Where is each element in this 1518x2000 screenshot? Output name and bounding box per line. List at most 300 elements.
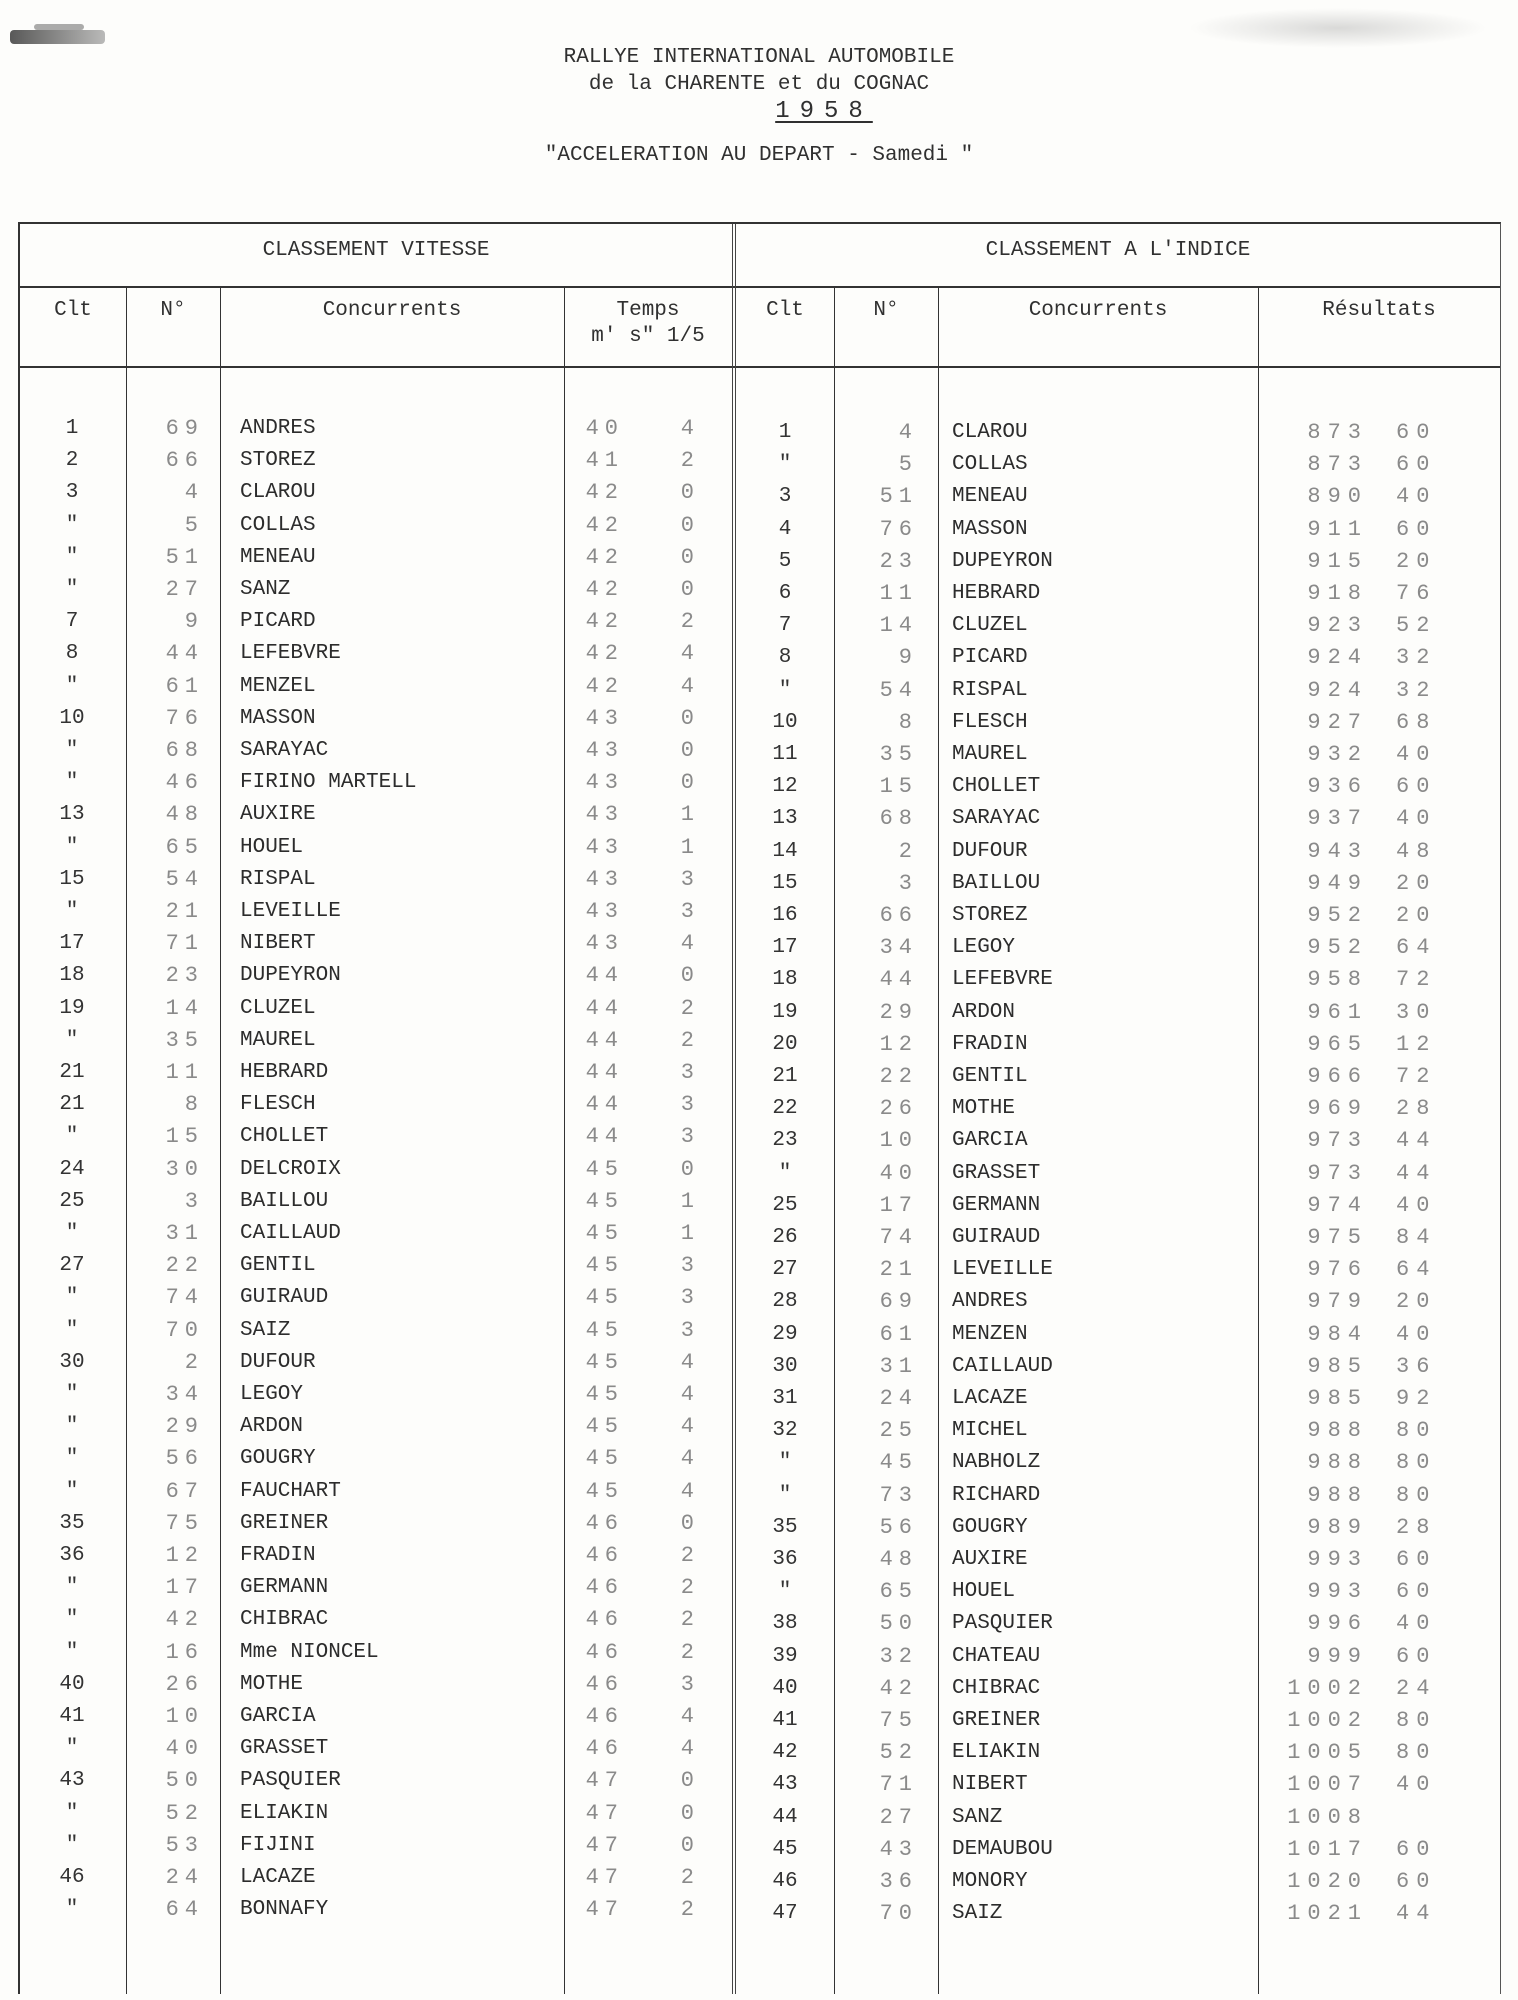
rank-cell: 32 <box>772 1419 798 1443</box>
competitor-name-cell: AUXIRE <box>240 803 316 827</box>
car-number-cell: 51 <box>165 544 204 570</box>
car-number-cell: 40 <box>879 1160 918 1186</box>
rank-cell: " <box>65 1737 79 1761</box>
result-index-cell: 949 <box>1307 870 1368 896</box>
right-table-row <box>0 1353 1518 1385</box>
time-seconds-cell: 45 <box>585 1446 624 1472</box>
right-table-row <box>0 1675 1518 1707</box>
right-table-row <box>0 483 1518 515</box>
car-number-cell: 9 <box>898 645 918 671</box>
rank-cell: " <box>778 1451 792 1475</box>
competitor-name-cell: DELCROIX <box>240 1157 341 1181</box>
result-decimal-cell: 12 <box>1396 1031 1437 1057</box>
time-seconds-cell: 44 <box>585 1124 624 1150</box>
car-number-cell: 52 <box>879 1740 918 1766</box>
result-index-cell: 993 <box>1307 1547 1368 1572</box>
rank-cell: 10 <box>772 710 798 734</box>
time-fifths-cell: 3 <box>680 1285 700 1311</box>
car-number-cell: 42 <box>165 1607 204 1633</box>
right-table-row <box>0 709 1518 741</box>
rank-cell: 36 <box>59 1544 85 1567</box>
time-fifths-cell: 0 <box>680 1510 700 1536</box>
competitor-name-cell: ELIAKIN <box>240 1801 329 1825</box>
time-fifths-cell: 2 <box>680 1027 700 1053</box>
competitor-name-cell: DUPEYRON <box>240 964 341 988</box>
right-table-row <box>0 1514 1518 1546</box>
time-seconds-cell: 42 <box>585 673 624 699</box>
competitor-name-cell: MENZEN <box>952 1322 1028 1346</box>
competitor-name-cell: LACAZE <box>240 1866 316 1889</box>
rank-cell: 17 <box>59 932 85 956</box>
rank-cell: " <box>778 453 792 477</box>
competitor-name-cell: CHATEAU <box>952 1644 1041 1668</box>
car-number-cell: 15 <box>165 1124 204 1150</box>
car-number-cell: 29 <box>165 1414 204 1440</box>
competitor-name-cell: MONORY <box>952 1870 1028 1893</box>
right-table-row <box>0 1256 1518 1288</box>
header-line-2: de la CHARENTE et du COGNAC <box>588 73 930 96</box>
time-seconds-cell: 43 <box>585 705 624 731</box>
competitor-name-cell: BAILLOU <box>952 871 1041 895</box>
competitor-name-cell: GREINER <box>240 1511 329 1535</box>
car-number-cell: 25 <box>879 1418 918 1444</box>
rank-cell: " <box>65 1028 79 1052</box>
competitor-name-cell: SARAYAC <box>240 739 329 762</box>
right-table-row <box>0 1192 1518 1224</box>
time-seconds-cell: 44 <box>585 995 624 1021</box>
result-decimal-cell: 40 <box>1396 1192 1437 1218</box>
time-fifths-cell: 2 <box>680 1865 700 1890</box>
car-number-cell: 46 <box>165 770 204 796</box>
left-col-name: Concurrents <box>322 299 462 322</box>
car-number-cell: 71 <box>165 931 204 957</box>
rank-cell: " <box>65 1222 79 1245</box>
car-number-cell: 73 <box>879 1482 918 1508</box>
competitor-name-cell: GENTIL <box>240 1254 316 1278</box>
paper-smudge <box>1188 8 1488 48</box>
time-seconds-cell: 47 <box>585 1800 624 1826</box>
time-fifths-cell: 2 <box>680 1897 700 1923</box>
rank-cell: " <box>65 900 79 923</box>
competitor-name-cell: FRADIN <box>240 1544 316 1567</box>
time-seconds-cell: 45 <box>585 1188 624 1214</box>
car-number-cell: 14 <box>165 995 204 1021</box>
result-decimal-cell: 60 <box>1396 1643 1437 1669</box>
time-seconds-cell: 43 <box>585 738 624 763</box>
car-number-cell: 4 <box>898 420 918 445</box>
right-table-row <box>0 580 1518 612</box>
time-seconds-cell: 45 <box>585 1478 624 1504</box>
competitor-name-cell: GREINER <box>952 1709 1041 1732</box>
right-table-row <box>0 1739 1518 1771</box>
result-index-cell: 924 <box>1307 677 1368 703</box>
result-index-cell: 958 <box>1307 967 1368 993</box>
competitor-name-cell: CHOLLET <box>240 1125 329 1149</box>
competitor-name-cell: COLLAS <box>952 453 1028 477</box>
competitor-name-cell: MENEAU <box>240 545 316 569</box>
rank-cell: 19 <box>772 1000 798 1024</box>
car-number-cell: 27 <box>165 577 204 602</box>
competitor-name-cell: GRASSET <box>240 1737 329 1761</box>
time-fifths-cell: 2 <box>680 1543 700 1568</box>
time-fifths-cell: 2 <box>680 609 700 635</box>
rank-cell: 27 <box>59 1254 85 1278</box>
result-index-cell: 937 <box>1307 806 1368 832</box>
result-index-cell: 999 <box>1307 1643 1368 1669</box>
time-fifths-cell: 4 <box>680 1736 700 1762</box>
result-index-cell: 966 <box>1307 1064 1368 1089</box>
rank-cell: 5 <box>778 549 792 573</box>
competitor-name-cell: HOUEL <box>240 835 304 859</box>
right-col-no: N° <box>873 299 899 322</box>
time-seconds-cell: 44 <box>585 1060 624 1085</box>
car-number-cell: 61 <box>165 673 204 699</box>
result-index-cell: 873 <box>1307 452 1368 478</box>
rank-cell: " <box>65 1447 79 1471</box>
car-number-cell: 10 <box>165 1704 204 1729</box>
result-index-cell: 1005 <box>1287 1740 1368 1766</box>
result-index-cell: 932 <box>1307 742 1368 767</box>
time-fifths-cell: 4 <box>680 1382 700 1407</box>
competitor-name-cell: MAUREL <box>240 1028 316 1052</box>
result-decimal-cell: 80 <box>1396 1740 1437 1766</box>
time-fifths-cell: 4 <box>680 673 700 699</box>
time-seconds-cell: 40 <box>585 416 624 441</box>
result-index-cell: 1020 <box>1287 1869 1368 1894</box>
rank-cell: 41 <box>772 1709 798 1732</box>
rank-cell: 18 <box>59 964 85 988</box>
time-seconds-cell: 46 <box>585 1510 624 1536</box>
rank-cell: " <box>65 739 79 762</box>
rank-cell: 30 <box>772 1354 798 1378</box>
result-decimal-cell: 60 <box>1396 1579 1437 1605</box>
rank-cell: " <box>65 1383 79 1406</box>
time-fifths-cell: 3 <box>680 1671 700 1697</box>
right-table-row <box>0 1127 1518 1159</box>
time-fifths-cell: 4 <box>680 641 700 667</box>
result-index-cell: 915 <box>1307 548 1368 574</box>
competitor-name-cell: MAUREL <box>952 743 1028 766</box>
car-number-cell: 32 <box>879 1643 918 1669</box>
competitor-name-cell: LEVEILLE <box>240 900 341 923</box>
rank-cell: 41 <box>59 1705 85 1728</box>
rank-cell: 4 <box>778 517 792 541</box>
rank-cell: 43 <box>772 1773 798 1797</box>
time-seconds-cell: 45 <box>585 1156 624 1182</box>
competitor-name-cell: ARDON <box>952 1000 1016 1024</box>
ink-mark-small <box>34 24 84 30</box>
right-table-row <box>0 1578 1518 1610</box>
car-number-cell: 11 <box>165 1060 204 1085</box>
rank-cell: 46 <box>772 1870 798 1893</box>
rank-cell: " <box>65 1608 79 1632</box>
right-table-row <box>0 1224 1518 1256</box>
rank-cell: 20 <box>772 1032 798 1056</box>
rank-cell: " <box>778 1483 792 1507</box>
time-seconds-cell: 46 <box>585 1639 624 1665</box>
right-table-row <box>0 1288 1518 1320</box>
result-decimal-cell: 48 <box>1396 838 1437 864</box>
result-index-cell: 976 <box>1307 1257 1368 1283</box>
result-index-cell: 1007 <box>1287 1772 1368 1798</box>
car-number-cell: 66 <box>879 903 918 928</box>
car-number-cell: 21 <box>165 899 204 924</box>
car-number-cell: 50 <box>879 1611 918 1637</box>
left-col-time <box>564 298 732 350</box>
competitor-name-cell: SARAYAC <box>952 807 1041 831</box>
rank-cell: 14 <box>772 839 798 863</box>
rank-cell: " <box>65 513 79 537</box>
left-col-clt: Clt <box>54 299 92 322</box>
car-number-cell: 34 <box>879 935 918 961</box>
car-number-cell: 44 <box>879 967 918 993</box>
result-index-cell: 988 <box>1307 1450 1368 1476</box>
time-seconds-cell: 44 <box>585 1092 624 1118</box>
car-number-cell: 24 <box>165 1865 204 1890</box>
result-decimal-cell: 44 <box>1396 1128 1437 1154</box>
rank-cell: " <box>65 771 79 795</box>
competitor-name-cell: NABHOLZ <box>952 1451 1041 1475</box>
rank-cell: 31 <box>772 1387 798 1410</box>
rank-cell: 1 <box>65 417 79 440</box>
competitor-name-cell: CHIBRAC <box>952 1676 1041 1700</box>
rank-cell: " <box>65 545 79 569</box>
rank-cell: 39 <box>772 1644 798 1668</box>
right-table-row <box>0 1868 1518 1900</box>
competitor-name-cell: GARCIA <box>240 1705 316 1728</box>
car-number-cell: 30 <box>165 1156 204 1182</box>
competitor-name-cell: MOTHE <box>952 1097 1016 1121</box>
rank-cell: 7 <box>778 614 792 638</box>
time-fifths-cell: 4 <box>680 1704 700 1729</box>
rank-cell: 30 <box>59 1350 85 1374</box>
result-index-cell: 890 <box>1307 484 1368 510</box>
competitor-name-cell: GOUGRY <box>952 1515 1028 1539</box>
competitor-name-cell: GUIRAUD <box>240 1286 329 1310</box>
result-index-cell: 1021 <box>1287 1901 1368 1927</box>
rank-cell: 6 <box>778 582 792 605</box>
competitor-name-cell: LEFEBVRE <box>240 642 341 666</box>
competitor-name-cell: MENZEL <box>240 674 316 698</box>
time-seconds-cell: 43 <box>585 899 624 924</box>
competitor-name-cell: CLAROU <box>240 481 316 505</box>
result-decimal-cell: 80 <box>1396 1708 1437 1733</box>
time-fifths-cell: 3 <box>680 1124 700 1150</box>
result-decimal-cell: 64 <box>1396 935 1437 961</box>
competitor-name-cell: MENEAU <box>952 485 1028 509</box>
right-table-row <box>0 1417 1518 1449</box>
competitor-name-cell: CAILLAUD <box>952 1354 1053 1378</box>
competitor-name-cell: ANDRES <box>240 417 316 440</box>
competitor-name-cell: STOREZ <box>240 449 316 473</box>
car-number-cell: 34 <box>165 1382 204 1407</box>
rank-cell: 28 <box>772 1290 798 1314</box>
time-seconds-cell: 45 <box>585 1317 624 1343</box>
time-fifths-cell: 4 <box>680 1349 700 1375</box>
car-number-cell: 56 <box>879 1514 918 1540</box>
time-seconds-cell: 42 <box>585 544 624 570</box>
time-seconds-cell: 47 <box>585 1897 624 1923</box>
result-decimal-cell: 44 <box>1396 1160 1437 1186</box>
time-seconds-cell: 45 <box>585 1221 624 1246</box>
right-table-row <box>0 966 1518 998</box>
result-index-cell: 975 <box>1307 1225 1368 1250</box>
result-decimal-cell: 40 <box>1396 1611 1437 1637</box>
right-table-row <box>0 1771 1518 1803</box>
competitor-name-cell: LEVEILLE <box>952 1258 1053 1282</box>
result-decimal-cell: 60 <box>1396 1836 1437 1862</box>
competitor-name-cell: FRADIN <box>952 1032 1028 1056</box>
right-table-row <box>0 451 1518 483</box>
car-number-cell: 2 <box>898 838 918 864</box>
rank-cell: 23 <box>772 1129 798 1153</box>
time-fifths-cell: 1 <box>680 834 700 860</box>
car-number-cell: 12 <box>879 1031 918 1057</box>
competitor-name-cell: GRASSET <box>952 1161 1041 1185</box>
result-index-cell: 873 <box>1307 420 1368 445</box>
car-number-cell: 36 <box>879 1869 918 1894</box>
time-fifths-cell: 4 <box>680 416 700 441</box>
competitor-name-cell: HEBRARD <box>952 582 1041 605</box>
rank-cell: 17 <box>772 936 798 960</box>
car-number-cell: 54 <box>879 677 918 703</box>
left-col-time-units: m' s" 1/5 <box>591 325 705 348</box>
right-table-row <box>0 516 1518 548</box>
result-decimal-cell: 32 <box>1396 645 1437 671</box>
car-number-cell: 75 <box>165 1510 204 1536</box>
rank-cell: 16 <box>772 904 798 927</box>
rank-cell: 22 <box>772 1097 798 1121</box>
rank-cell: 7 <box>65 610 79 634</box>
left-col-time-label: Temps <box>616 299 680 322</box>
result-decimal-cell: 92 <box>1396 1386 1437 1411</box>
time-fifths-cell: 4 <box>680 1414 700 1440</box>
result-index-cell: 918 <box>1307 581 1368 606</box>
car-number-cell: 52 <box>165 1800 204 1826</box>
rank-cell: 8 <box>778 646 792 670</box>
competitor-name-cell: GENTIL <box>952 1065 1028 1088</box>
result-index-cell: 989 <box>1307 1514 1368 1540</box>
rank-cell: 12 <box>772 775 798 799</box>
result-index-cell: 1002 <box>1287 1675 1368 1701</box>
car-number-cell: 29 <box>879 999 918 1025</box>
time-fifths-cell: 2 <box>680 448 700 474</box>
right-table-row <box>0 870 1518 902</box>
competitor-name-cell: FLESCH <box>240 1093 316 1117</box>
right-table-row <box>0 999 1518 1031</box>
right-table-row <box>0 644 1518 676</box>
car-number-cell: 48 <box>879 1547 918 1572</box>
competitor-name-cell: CLUZEL <box>240 996 316 1020</box>
time-fifths-cell: 2 <box>680 1639 700 1665</box>
time-seconds-cell: 45 <box>585 1285 624 1311</box>
right-col-clt: Clt <box>766 299 804 322</box>
car-number-cell: 66 <box>165 448 204 474</box>
result-index-cell: 952 <box>1307 935 1368 961</box>
competitor-name-cell: CLUZEL <box>952 614 1028 638</box>
result-index-cell: 988 <box>1307 1418 1368 1444</box>
result-index-cell: 1002 <box>1287 1708 1368 1733</box>
car-number-cell: 15 <box>879 774 918 800</box>
rank-cell: " <box>65 1576 79 1600</box>
right-table-row <box>0 548 1518 580</box>
time-seconds-cell: 47 <box>585 1832 624 1858</box>
result-index-cell: 985 <box>1307 1353 1368 1379</box>
result-index-cell: 1008 <box>1287 1804 1368 1830</box>
competitor-name-cell: MASSON <box>240 706 316 730</box>
competitor-name-cell: MICHEL <box>952 1419 1028 1443</box>
time-fifths-cell: 0 <box>680 512 700 538</box>
rank-cell: 11 <box>772 743 798 766</box>
competitor-name-cell: CLAROU <box>952 421 1028 444</box>
right-table-row <box>0 805 1518 837</box>
right-col-result: Résultats <box>1322 299 1436 322</box>
time-seconds-cell: 47 <box>585 1768 624 1794</box>
right-table-row <box>0 1707 1518 1739</box>
car-number-cell: 53 <box>165 1832 204 1858</box>
competitor-name-cell: ELIAKIN <box>952 1741 1041 1765</box>
car-number-cell: 68 <box>165 738 204 763</box>
competitor-name-cell: NIBERT <box>240 932 316 956</box>
result-decimal-cell: 40 <box>1396 742 1437 767</box>
result-index-cell: 924 <box>1307 645 1368 671</box>
competitor-name-cell: GARCIA <box>952 1129 1028 1153</box>
time-seconds-cell: 44 <box>585 963 624 989</box>
result-decimal-cell: 72 <box>1396 967 1437 993</box>
car-number-cell: 8 <box>898 709 918 735</box>
car-number-cell: 54 <box>165 866 204 892</box>
time-fifths-cell: 2 <box>680 995 700 1021</box>
right-section-title: CLASSEMENT A L'INDICE <box>985 239 1251 262</box>
time-fifths-cell: 3 <box>680 1092 700 1118</box>
time-fifths-cell: 0 <box>680 1156 700 1182</box>
right-table-row <box>0 1836 1518 1868</box>
result-decimal-cell: 20 <box>1396 548 1437 574</box>
time-seconds-cell: 45 <box>585 1253 624 1279</box>
rank-cell: " <box>65 674 79 698</box>
rank-cell: 35 <box>59 1511 85 1535</box>
rank-cell: " <box>778 1580 792 1604</box>
right-table-row <box>0 1385 1518 1417</box>
rank-cell: 40 <box>59 1672 85 1696</box>
header-subtitle: "ACCELERATION AU DEPART - Samedi " <box>544 144 974 167</box>
ink-mark <box>10 30 105 44</box>
result-decimal-cell: 80 <box>1396 1450 1437 1476</box>
time-seconds-cell: 42 <box>585 609 624 635</box>
car-number-cell: 68 <box>879 806 918 832</box>
right-table-row <box>0 1095 1518 1127</box>
left-section-title: CLASSEMENT VITESSE <box>262 239 490 262</box>
rank-cell: " <box>65 1415 79 1439</box>
right-table-row <box>0 934 1518 966</box>
rank-cell: 26 <box>772 1226 798 1249</box>
rank-cell: 43 <box>59 1769 85 1793</box>
competitor-name-cell: GOUGRY <box>240 1447 316 1471</box>
time-seconds-cell: 46 <box>585 1543 624 1568</box>
right-table-row <box>0 1610 1518 1642</box>
result-index-cell: 996 <box>1307 1611 1368 1637</box>
rank-cell: 13 <box>59 803 85 827</box>
car-number-cell: 74 <box>879 1225 918 1250</box>
right-table-row <box>0 902 1518 934</box>
competitor-name-cell: PASQUIER <box>952 1612 1053 1636</box>
result-decimal-cell: 60 <box>1396 452 1437 478</box>
time-fifths-cell: 0 <box>680 1768 700 1794</box>
result-decimal-cell: 24 <box>1396 1675 1437 1701</box>
time-fifths-cell: 3 <box>680 1060 700 1085</box>
car-number-cell: 12 <box>165 1543 204 1568</box>
time-fifths-cell: 0 <box>680 705 700 731</box>
